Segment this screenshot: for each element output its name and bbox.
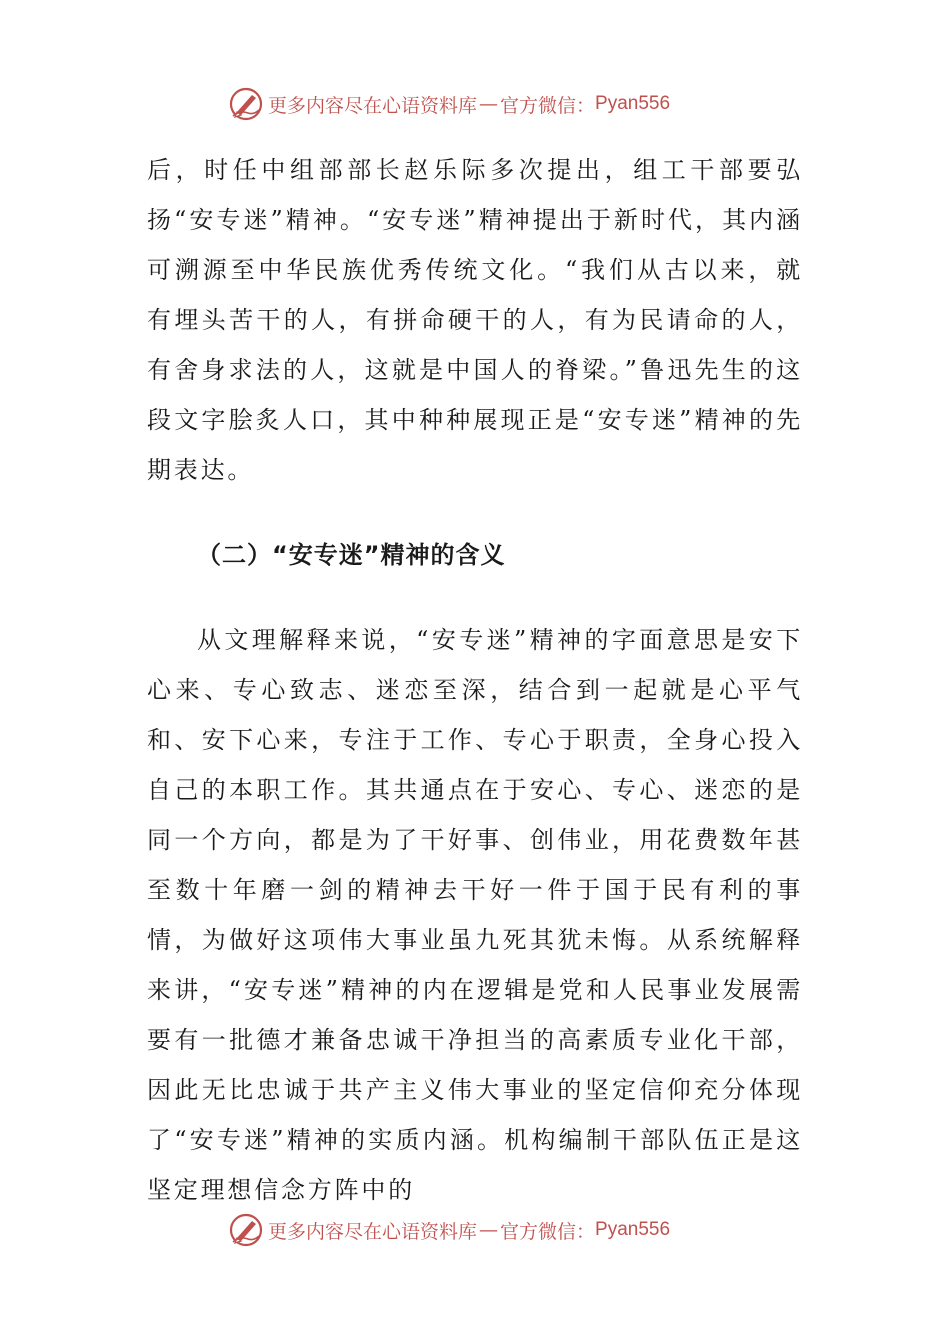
body-paragraph-1: 后，时任中组部部长赵乐际多次提出，组工干部要弘扬“安专迷”精神。“安专迷”精神提出于新时代，其内涵可溯源至中华民族优秀传统文化。“我们从古以来，就有埋头苦干的人，有拼命硬干的人，有为民请命的人，有舍身求法的人，这就是中国人的脊梁。”鲁迅先生的这段文字脍炙人口，其中种种展现正是“安专迷”精神的先期表达。 <box>147 156 803 484</box>
footer-separator: — <box>479 1219 499 1241</box>
header-separator: — <box>479 93 499 115</box>
footer-site-text: 更多内容尽在心语资料库 <box>268 1220 478 1243</box>
footer-wechat-id: Pyan556 <box>595 1219 671 1240</box>
section-heading: （二）“安专迷”精神的含义 <box>197 541 506 569</box>
pen-circle-logo-icon <box>228 86 264 122</box>
body-paragraph-2: 从文理解释来说，“安专迷”精神的字面意思是安下心来、专心致志、迷恋至深，结合到一起就是心平气和、安下心来，专注于工作、专心于职责，全身心投入自己的本职工作。其共通点在于安心、专心、迷恋的是同一个方向，都是为了干好事、创伟业，用花费数年甚至数十年磨一剑的精神去干好一件于国于民有利的事情，为做好这项伟大事业虽九死其犹未悔。从系统解释来讲，“安专迷”精神的内在逻辑是党和人民事业发展需要有一批德才兼备忠诚干净担当的高素质专业化干部，因此无比忠诚于共产主义伟大事业的坚定信仰充分体现了“安专迷”精神的实质内涵。机构编制干部队伍正是这坚定理想信念方阵中的 <box>147 626 803 1204</box>
pen-circle-logo-icon <box>228 1212 264 1248</box>
header-site-text: 更多内容尽在心语资料库 <box>268 94 478 117</box>
footer-wechat-label: 官方微信： <box>500 1220 596 1243</box>
header-wechat-label: 官方微信： <box>500 94 596 117</box>
footer-banner <box>228 1210 748 1250</box>
header-wechat-id: Pyan556 <box>595 93 671 114</box>
header-banner <box>228 84 748 124</box>
